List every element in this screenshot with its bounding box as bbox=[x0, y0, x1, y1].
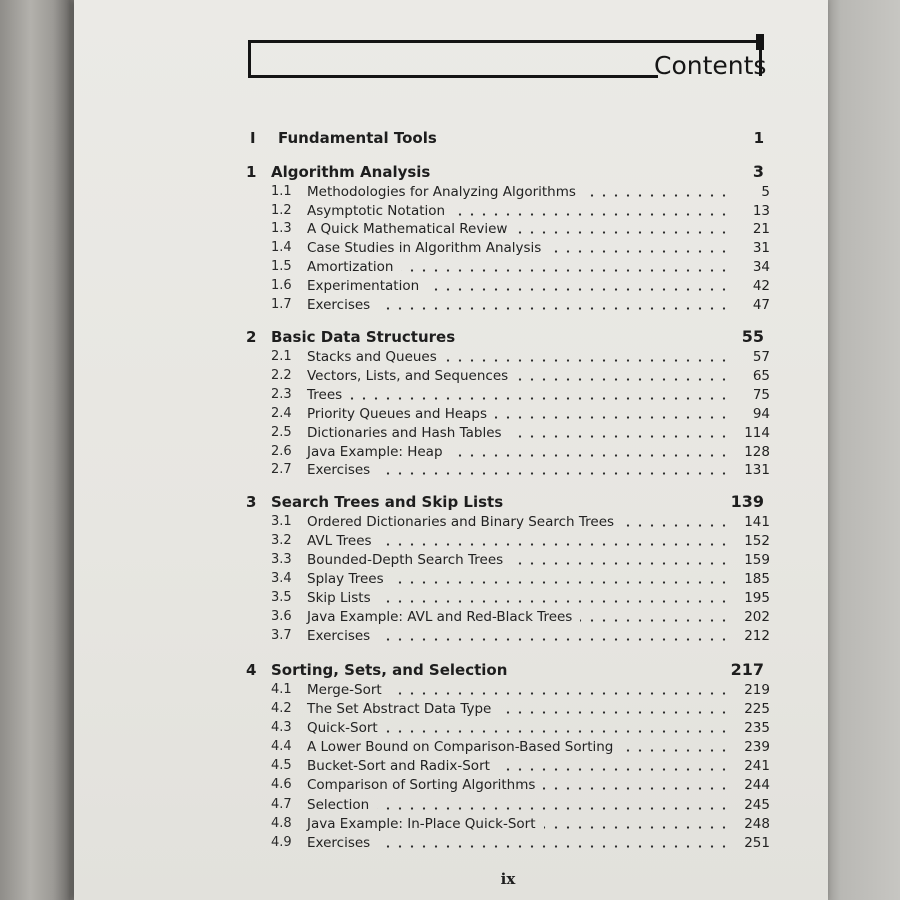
toc-entry-number: 4.2 bbox=[271, 701, 292, 716]
toc-dot-leader bbox=[378, 307, 730, 310]
toc-entry-number: 4 bbox=[246, 661, 257, 679]
toc-section-row bbox=[74, 219, 828, 239]
toc-entry-page: 34 bbox=[752, 259, 770, 275]
toc-section-row bbox=[74, 460, 828, 480]
toc-entry-page: 3 bbox=[752, 162, 764, 181]
toc-dot-leader bbox=[377, 807, 730, 810]
toc-entry-page: 21 bbox=[752, 221, 770, 237]
toc-entry-number: 3.4 bbox=[271, 571, 292, 586]
toc-entry-number: 4.1 bbox=[271, 682, 292, 697]
toc-chapter-row bbox=[74, 162, 828, 182]
toc-section-row bbox=[74, 385, 828, 405]
toc-entry-page: 31 bbox=[752, 240, 770, 256]
toc-entry-number: 3.3 bbox=[271, 552, 292, 567]
toc-dot-leader bbox=[584, 194, 730, 197]
toc-section-row bbox=[74, 756, 828, 776]
toc-dot-leader bbox=[350, 397, 730, 400]
toc-entry-number: 3.5 bbox=[271, 590, 292, 605]
toc-entry-title: A Lower Bound on Comparison-Based Sorting bbox=[307, 739, 614, 755]
toc-section-row bbox=[74, 718, 828, 738]
page-title: Contents bbox=[654, 51, 767, 80]
toc-entry-page: 241 bbox=[744, 758, 770, 774]
toc-entry-page: 244 bbox=[744, 777, 770, 793]
toc-entry-title: Java Example: In-Place Quick-Sort bbox=[307, 816, 536, 832]
toc-entry-number: 4.5 bbox=[271, 758, 292, 773]
toc-dot-leader bbox=[378, 472, 730, 475]
toc-entry-page: 13 bbox=[752, 203, 770, 219]
toc-entry-title: Bucket-Sort and Radix-Sort bbox=[307, 758, 490, 774]
toc-entry-title: Amortization bbox=[307, 259, 394, 275]
toc-dot-leader bbox=[380, 543, 730, 546]
toc-entry-title: Dictionaries and Hash Tables bbox=[307, 425, 502, 441]
toc-entry-title: Sorting, Sets, and Selection bbox=[271, 661, 508, 679]
toc-entry-title: Exercises bbox=[307, 462, 371, 478]
toc-dot-leader bbox=[451, 454, 730, 457]
toc-section-row bbox=[74, 699, 828, 719]
toc-entry-title: Exercises bbox=[307, 297, 371, 313]
toc-entry-page: 141 bbox=[744, 514, 770, 530]
toc-section-row bbox=[74, 404, 828, 424]
toc-chapter-row bbox=[74, 660, 828, 680]
toc-entry-title: Basic Data Structures bbox=[271, 328, 456, 346]
toc-entry-number: 2.6 bbox=[271, 444, 292, 459]
toc-entry-number: 1.5 bbox=[271, 259, 292, 274]
toc-entry-number: 4.3 bbox=[271, 720, 292, 735]
toc-entry-number: 1.3 bbox=[271, 221, 292, 236]
toc-entry-title: Ordered Dictionaries and Binary Search Trees bbox=[307, 514, 615, 530]
toc-entry-page: 42 bbox=[752, 278, 770, 294]
toc-dot-leader bbox=[580, 619, 730, 622]
toc-section-row bbox=[74, 588, 828, 608]
toc-entry-number: 1 bbox=[246, 163, 257, 181]
toc-entry-number: 4.9 bbox=[271, 835, 292, 850]
toc-entry-title: Skip Lists bbox=[307, 590, 371, 606]
book-page bbox=[74, 0, 828, 900]
toc-entry-number: 3.6 bbox=[271, 609, 292, 624]
toc-entry-page: 239 bbox=[744, 739, 770, 755]
toc-section-row bbox=[74, 442, 828, 462]
toc-entry-number: 3.1 bbox=[271, 514, 292, 529]
toc-dot-leader bbox=[401, 269, 730, 272]
toc-entry-page: 5 bbox=[761, 184, 770, 200]
toc-dot-leader bbox=[549, 250, 730, 253]
toc-section-row bbox=[74, 366, 828, 386]
toc-entry-title: Asymptotic Notation bbox=[307, 203, 446, 219]
toc-dot-leader bbox=[390, 692, 730, 695]
toc-entry-title: Java Example: Heap bbox=[307, 444, 443, 460]
toc-entry-page: 248 bbox=[744, 816, 770, 832]
toc-entry-page: 185 bbox=[744, 571, 770, 587]
toc-section-row bbox=[74, 295, 828, 315]
toc-entry-page: 1 bbox=[753, 129, 764, 147]
toc-entry-page: 225 bbox=[744, 701, 770, 717]
toc-section-row bbox=[74, 795, 828, 815]
toc-entry-title: AVL Trees bbox=[307, 533, 372, 549]
toc-entry-page: 128 bbox=[744, 444, 770, 460]
toc-dot-leader bbox=[378, 638, 730, 641]
toc-entry-number: 3.2 bbox=[271, 533, 292, 548]
toc-entry-title: Selection bbox=[307, 797, 370, 813]
toc-entry-title: Stacks and Queues bbox=[307, 349, 437, 365]
toc-dot-leader bbox=[498, 768, 730, 771]
toc-entry-number: 2.2 bbox=[271, 368, 292, 383]
toc-dot-leader bbox=[379, 600, 730, 603]
toc-section-row bbox=[74, 347, 828, 367]
toc-entry-number: 1.6 bbox=[271, 278, 292, 293]
toc-entry-page: 217 bbox=[730, 660, 764, 679]
toc-dot-leader bbox=[516, 378, 730, 381]
toc-dot-leader bbox=[427, 288, 730, 291]
toc-entry-number: I bbox=[250, 129, 256, 147]
toc-dot-leader bbox=[510, 435, 730, 438]
toc-entry-number: 4.6 bbox=[271, 777, 292, 792]
toc-dot-leader bbox=[499, 711, 730, 714]
toc-dot-leader bbox=[515, 231, 730, 234]
toc-entry-number: 1.7 bbox=[271, 297, 292, 312]
toc-entry-number: 4.8 bbox=[271, 816, 292, 831]
toc-entry-title: Bounded-Depth Search Trees bbox=[307, 552, 504, 568]
toc-section-row bbox=[74, 737, 828, 757]
toc-entry-page: 235 bbox=[744, 720, 770, 736]
toc-section-row bbox=[74, 607, 828, 627]
toc-entry-page: 57 bbox=[752, 349, 770, 365]
table-of-contents bbox=[74, 0, 828, 900]
adjacent-page-right bbox=[826, 0, 900, 900]
toc-entry-title: Java Example: AVL and Red-Black Trees bbox=[307, 609, 573, 625]
toc-entry-page: 195 bbox=[744, 590, 770, 606]
toc-entry-number: 4.4 bbox=[271, 739, 292, 754]
toc-section-row bbox=[74, 257, 828, 277]
toc-section-row bbox=[74, 531, 828, 551]
toc-section-row bbox=[74, 238, 828, 258]
toc-entry-number: 4.7 bbox=[271, 797, 292, 812]
adjacent-page-left bbox=[0, 0, 76, 900]
toc-entry-page: 139 bbox=[730, 492, 764, 511]
toc-entry-title: Case Studies in Algorithm Analysis bbox=[307, 240, 542, 256]
toc-entry-number: 2.3 bbox=[271, 387, 292, 402]
toc-entry-page: 212 bbox=[744, 628, 770, 644]
toc-dot-leader bbox=[544, 826, 730, 829]
toc-entry-number: 3.7 bbox=[271, 628, 292, 643]
toc-dot-leader bbox=[511, 562, 730, 565]
toc-entry-title: Comparison of Sorting Algorithms bbox=[307, 777, 536, 793]
toc-entry-page: 94 bbox=[752, 406, 770, 422]
toc-entry-page: 159 bbox=[744, 552, 770, 568]
toc-section-row bbox=[74, 550, 828, 570]
page-number: ix bbox=[500, 870, 516, 888]
toc-entry-page: 75 bbox=[752, 387, 770, 403]
toc-entry-title: Fundamental Tools bbox=[278, 129, 437, 147]
toc-section-row bbox=[74, 680, 828, 700]
toc-entry-title: Experimentation bbox=[307, 278, 420, 294]
toc-entry-page: 114 bbox=[744, 425, 770, 441]
toc-entry-page: 219 bbox=[744, 682, 770, 698]
toc-section-row bbox=[74, 833, 828, 853]
toc-entry-page: 131 bbox=[744, 462, 770, 478]
toc-entry-number: 1.4 bbox=[271, 240, 292, 255]
toc-entry-title: A Quick Mathematical Review bbox=[307, 221, 508, 237]
toc-entry-title: Merge-Sort bbox=[307, 682, 382, 698]
toc-entry-number: 2.1 bbox=[271, 349, 292, 364]
toc-entry-page: 152 bbox=[744, 533, 770, 549]
toc-entry-page: 251 bbox=[744, 835, 770, 851]
toc-section-row bbox=[74, 775, 828, 795]
toc-dot-leader bbox=[495, 416, 730, 419]
toc-entry-title: Vectors, Lists, and Sequences bbox=[307, 368, 509, 384]
toc-entry-number: 2 bbox=[246, 328, 257, 346]
toc-entry-page: 47 bbox=[752, 297, 770, 313]
toc-section-row bbox=[74, 201, 828, 221]
toc-entry-title: Methodologies for Analyzing Algorithms bbox=[307, 184, 576, 200]
toc-section-row bbox=[74, 182, 828, 202]
toc-entry-page: 202 bbox=[744, 609, 770, 625]
toc-entry-title: Quick-Sort bbox=[307, 720, 378, 736]
toc-chapter-row bbox=[74, 327, 828, 347]
toc-entry-title: Exercises bbox=[307, 835, 371, 851]
toc-entry-title: The Set Abstract Data Type bbox=[307, 701, 492, 717]
toc-entry-title: Search Trees and Skip Lists bbox=[271, 493, 504, 511]
toc-dot-leader bbox=[621, 749, 730, 752]
toc-entry-number: 2.4 bbox=[271, 406, 292, 421]
toc-entry-title: Trees bbox=[307, 387, 343, 403]
toc-entry-title: Exercises bbox=[307, 628, 371, 644]
toc-entry-title: Priority Queues and Heaps bbox=[307, 406, 488, 422]
toc-section-row bbox=[74, 512, 828, 532]
toc-entry-page: 55 bbox=[741, 327, 764, 346]
toc-entry-page: 245 bbox=[744, 797, 770, 813]
toc-section-row bbox=[74, 276, 828, 296]
toc-section-row bbox=[74, 423, 828, 443]
toc-entry-number: 3 bbox=[246, 493, 257, 511]
toc-entry-number: 1.1 bbox=[271, 184, 292, 199]
toc-entry-number: 2.7 bbox=[271, 462, 292, 477]
toc-entry-title: Splay Trees bbox=[307, 571, 384, 587]
toc-dot-leader bbox=[392, 581, 730, 584]
toc-entry-number: 2.5 bbox=[271, 425, 292, 440]
toc-dot-leader bbox=[445, 359, 730, 362]
toc-dot-leader bbox=[543, 787, 730, 790]
toc-part-row bbox=[74, 128, 828, 148]
toc-section-row bbox=[74, 626, 828, 646]
toc-section-row bbox=[74, 569, 828, 589]
toc-entry-number: 1.2 bbox=[271, 203, 292, 218]
toc-section-row bbox=[74, 814, 828, 834]
toc-dot-leader bbox=[386, 730, 730, 733]
toc-entry-title: Algorithm Analysis bbox=[271, 163, 431, 181]
toc-dot-leader bbox=[453, 213, 730, 216]
toc-chapter-row bbox=[74, 492, 828, 512]
toc-entry-page: 65 bbox=[752, 368, 770, 384]
toc-dot-leader bbox=[378, 845, 730, 848]
toc-dot-leader bbox=[622, 524, 730, 527]
